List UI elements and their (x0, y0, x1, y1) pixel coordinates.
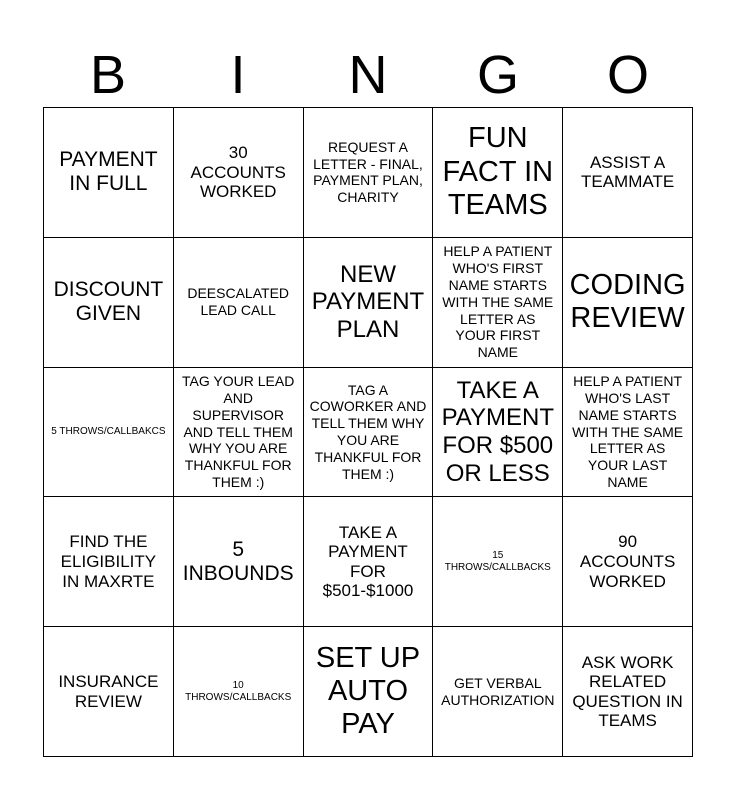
bingo-grid (43, 107, 693, 757)
bingo-cell[interactable]: INSURANCE REVIEW (44, 627, 174, 757)
bingo-cell[interactable]: 5 INBOUNDS (174, 497, 304, 627)
header-letter-g: G (476, 45, 519, 105)
bingo-cell[interactable]: FIND THE ELIGIBILITY IN MAXRTE (44, 497, 174, 627)
bingo-cell[interactable]: FUN FACT IN TEAMS (433, 108, 563, 238)
header-letter-i: I (230, 45, 246, 105)
bingo-cell[interactable]: 10 THROWS/CALLBACKS (174, 627, 304, 757)
bingo-cell[interactable]: TAKE A PAYMENT FOR $500 OR LESS (433, 368, 563, 498)
bingo-cell[interactable]: 30 ACCOUNTS WORKED (174, 108, 304, 238)
bingo-cell[interactable]: 90 ACCOUNTS WORKED (563, 497, 693, 627)
bingo-header (43, 44, 693, 106)
bingo-cell[interactable]: SET UP AUTO PAY (304, 627, 434, 757)
header-letter-o: O (606, 45, 649, 105)
bingo-cell[interactable]: DEESCALATED LEAD CALL (174, 238, 304, 368)
header-letter-b: B (89, 45, 127, 105)
bingo-cell[interactable]: PAYMENT IN FULL (44, 108, 174, 238)
bingo-cell[interactable]: TAG YOUR LEAD AND SUPERVISOR AND TELL THEM WHY YOU ARE THANKFUL FOR THEM :) (174, 368, 304, 498)
bingo-cell[interactable]: GET VERBAL AUTHORIZATION (433, 627, 563, 757)
bingo-cell[interactable]: 15 THROWS/CALLBACKS (433, 497, 563, 627)
bingo-cell[interactable]: DISCOUNT GIVEN (44, 238, 174, 368)
bingo-cell[interactable]: HELP A PATIENT WHO'S LAST NAME STARTS WITH THE SAME LETTER AS YOUR LAST NAME (563, 368, 693, 498)
bingo-cell[interactable]: ASK WORK RELATED QUESTION IN TEAMS (563, 627, 693, 757)
bingo-cell[interactable]: HELP A PATIENT WHO'S FIRST NAME STARTS WITH THE SAME LETTER AS YOUR FIRST NAME (433, 238, 563, 368)
bingo-cell[interactable]: CODING REVIEW (563, 238, 693, 368)
bingo-cell[interactable]: TAKE A PAYMENT FOR $501-$1000 (304, 497, 434, 627)
bingo-cell[interactable]: 5 THROWS/CALLBAKCS (44, 368, 174, 498)
bingo-cell[interactable]: REQUEST A LETTER - FINAL, PAYMENT PLAN, CHARITY (304, 108, 434, 238)
bingo-cell[interactable]: ASSIST A TEAMMATE (563, 108, 693, 238)
bingo-cell[interactable]: TAG A COWORKER AND TELL THEM WHY YOU ARE THANKFUL FOR THEM :) (304, 368, 434, 498)
bingo-cell[interactable]: NEW PAYMENT PLAN (304, 238, 434, 368)
header-letter-n: N (348, 45, 388, 105)
